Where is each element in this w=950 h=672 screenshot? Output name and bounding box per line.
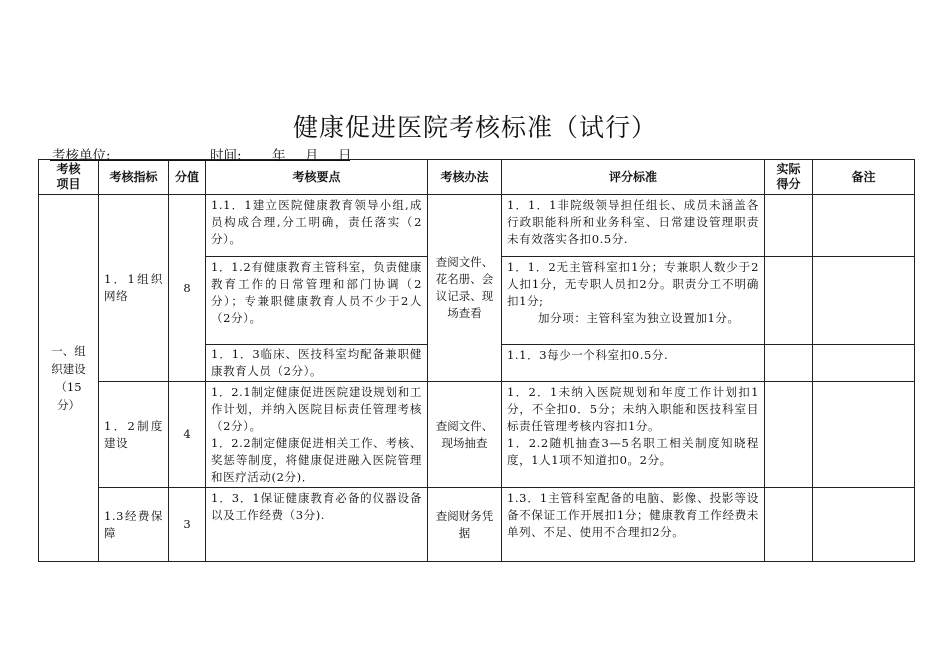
indicator-cell: 1.3经费保障 — [99, 488, 169, 562]
section-cell: 一、组 织建设 （15 分） — [39, 195, 99, 562]
month-label: 月 — [305, 148, 319, 164]
year-label: 年 — [272, 148, 286, 164]
header-points: 考核要点 — [206, 160, 428, 195]
assessment-table — [38, 159, 915, 562]
point-cell: 1．2.1制定健康促进医院建设规划和工作计划，并纳入医院目标责任管理考核（2分）。 1．2.2制定健康促进相关工作、考核、奖惩等制度，将健康促进融入医院管理和医疗活动(2分)． — [206, 382, 428, 488]
table-row — [39, 488, 915, 562]
point-cell: 1．1.2有健康教育主管科室，负责健康教育工作的日常管理和部门协调（2分）；专兼职健康教育人员不少于2人（2分）。 — [206, 257, 428, 345]
document-title: 健康促进医院考核标准（试行） — [292, 113, 657, 142]
header-remark: 备注 — [813, 160, 915, 195]
remark-cell[interactable] — [813, 382, 915, 488]
actual-score-cell[interactable] — [765, 382, 813, 488]
actual-score-cell[interactable] — [765, 195, 813, 257]
header-actual: 实际得分 — [765, 160, 813, 195]
header-indicator: 考核指标 — [99, 160, 169, 195]
criteria-cell: 1．1．2无主管科室扣1分；专兼职人数少于2人扣1分，无专职人员扣2分。职责分工不明确扣1分; 加分项：主管科室为独立设置加1分。 — [502, 257, 765, 345]
header-criteria: 评分标准 — [502, 160, 765, 195]
actual-score-cell[interactable] — [765, 345, 813, 382]
table-row — [39, 195, 915, 257]
criteria-cell: 1.1．3每少一个科室扣0.5分. — [502, 345, 765, 382]
criteria-cell: 1.3．1主管科室配备的电脑、影像、投影等设备不保证工作开展扣1分；健康教育工作经费未单列、不足、使用不合理扣2分。 — [502, 488, 765, 562]
point-cell: 1．3．1保证健康教育必备的仪器设备以及工作经费（3分). — [206, 488, 428, 562]
day-label: 日 — [338, 148, 352, 164]
remark-cell[interactable] — [813, 488, 915, 562]
indicator-cell: 1．1组织网络 — [99, 195, 169, 382]
remark-cell[interactable] — [813, 345, 915, 382]
time-label: 时间: — [210, 148, 242, 164]
table-header-row — [39, 160, 915, 195]
actual-score-cell[interactable] — [765, 488, 813, 562]
unit-label: 考核单位: — [52, 148, 111, 164]
point-cell: 1．1．3临床、医技科室均配备兼职健康教育人员（2分）。 — [206, 345, 428, 382]
header-item: 考核项目 — [39, 160, 99, 195]
table-row — [39, 382, 915, 488]
method-cell: 查阅文件、花名册、会议记录、现场查看 — [428, 195, 502, 382]
method-cell: 查阅财务凭据 — [428, 488, 502, 562]
criteria-cell: 1．1．1非院级领导担任组长、成员未涵盖各行政职能科所和业务科室、日常建设管理职责未有效落实各扣0.5分. — [502, 195, 765, 257]
header-method: 考核办法 — [428, 160, 502, 195]
score-cell: 4 — [169, 382, 206, 488]
score-cell: 3 — [169, 488, 206, 562]
point-cell: 1.1．1建立医院健康教育领导小组,成员构成合理,分工明确，责任落实（2分）。 — [206, 195, 428, 257]
method-cell: 查阅文件、现场抽查 — [428, 382, 502, 488]
criteria-cell: 1．2．1未纳入医院规划和年度工作计划扣1分，不全扣0．5分；未纳入职能和医技科室目标责任管理考核内容扣1分。 1．2.2随机抽查3—5名职工相关制度知晓程度，1人1项不知道扣0。2分。 — [502, 382, 765, 488]
remark-cell[interactable] — [813, 195, 915, 257]
header-score: 分值 — [169, 160, 206, 195]
remark-cell[interactable] — [813, 257, 915, 345]
indicator-cell: 1．2制度建设 — [99, 382, 169, 488]
score-cell: 8 — [169, 195, 206, 382]
actual-score-cell[interactable] — [765, 257, 813, 345]
